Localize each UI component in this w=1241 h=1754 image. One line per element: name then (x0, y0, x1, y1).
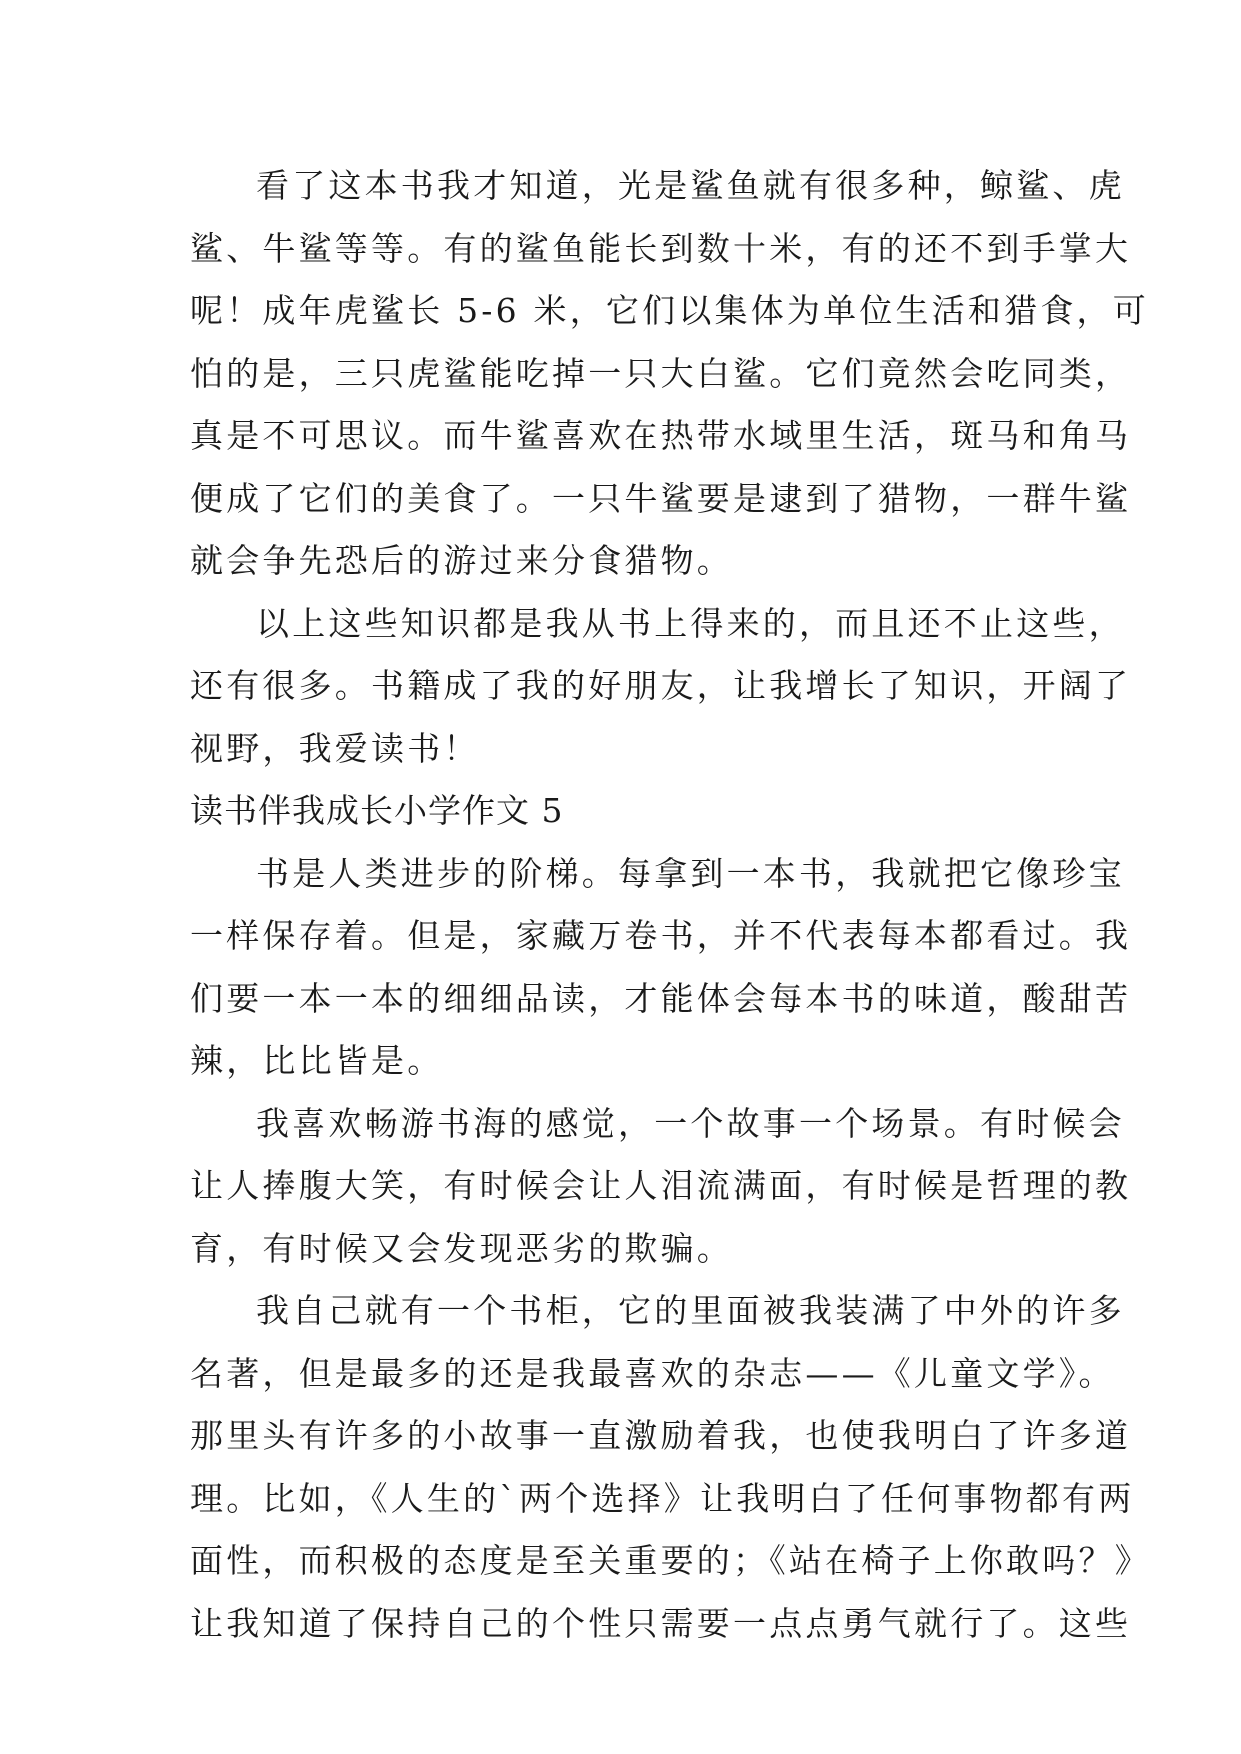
text-line: 让我知道了保持自己的个性只需要一点点勇气就行了。这些 (190, 1603, 1132, 1643)
text-line: 面性，而积极的态度是至关重要的；《站在椅子上你敢吗？》 (190, 1541, 1151, 1580)
text-line: 育，有时候又会发现恶劣的欺骗。 (190, 1228, 733, 1268)
text-line: 便成了它们的美食了。一只牛鲨要是逮到了猎物，一群牛鲨 (190, 478, 1132, 518)
text-line: 以上这些知识都是我从书上得来的，而且还不止这些， (256, 603, 1125, 643)
text-line: 就会争先恐后的游过来分食猎物。 (190, 541, 733, 580)
text-line: 真是不可思议。而牛鲨喜欢在热带水域里生活，斑马和角马 (190, 416, 1132, 455)
text-line: 书是人类进步的阶梯。每拿到一本书，我就把它像珍宝 (256, 853, 1125, 893)
paragraph (190, 1093, 1132, 1281)
text-line: 我自己就有一个书柜，它的里面被我装满了中外的许多 (256, 1291, 1125, 1330)
document-body (190, 155, 1151, 1655)
paragraph (190, 1280, 1151, 1655)
text-line: 名著，但是最多的还是我最喜欢的杂志——《儿童文学》。 (190, 1353, 1115, 1393)
text-line: 鲨、牛鲨等等。有的鲨鱼能长到数十米，有的还不到手掌大 (190, 228, 1132, 268)
paragraph (190, 843, 1132, 1093)
section-heading: 读书伴我成长小学作文 5 (190, 791, 564, 830)
text-line: 一样保存着。但是，家藏万卷书，并不代表每本都看过。我 (190, 916, 1132, 955)
text-line: 们要一本一本的细细品读，才能体会每本书的味道，酸甜苦 (190, 978, 1132, 1018)
text-line: 怕的是，三只虎鲨能吃掉一只大白鲨。它们竟然会吃同类， (190, 353, 1132, 393)
text-line: 那里头有许多的小故事一直激励着我，也使我明白了许多道 (190, 1416, 1132, 1455)
text-line: 呢！成年虎鲨长 5-6 米，它们以集体为单位生活和猎食，可 (190, 291, 1149, 330)
text-line: 辣，比比皆是。 (190, 1041, 444, 1080)
text-line: 视野，我爱读书！ (190, 728, 480, 768)
text-line: 我喜欢畅游书海的感觉，一个故事一个场景。有时候会 (256, 1103, 1125, 1143)
paragraph (190, 593, 1132, 781)
text-line: 还有很多。书籍成了我的好朋友，让我增长了知识，开阔了 (190, 666, 1132, 705)
paragraph (190, 155, 1149, 593)
text-line: 让人捧腹大笑，有时候会让人泪流满面，有时候是哲理的教 (190, 1166, 1132, 1205)
text-line: 理。比如，《人生的`两个选择》让我明白了任何事物都有两 (190, 1478, 1135, 1518)
text-line: 看了这本书我才知道，光是鲨鱼就有很多种，鲸鲨、虎 (256, 166, 1125, 205)
